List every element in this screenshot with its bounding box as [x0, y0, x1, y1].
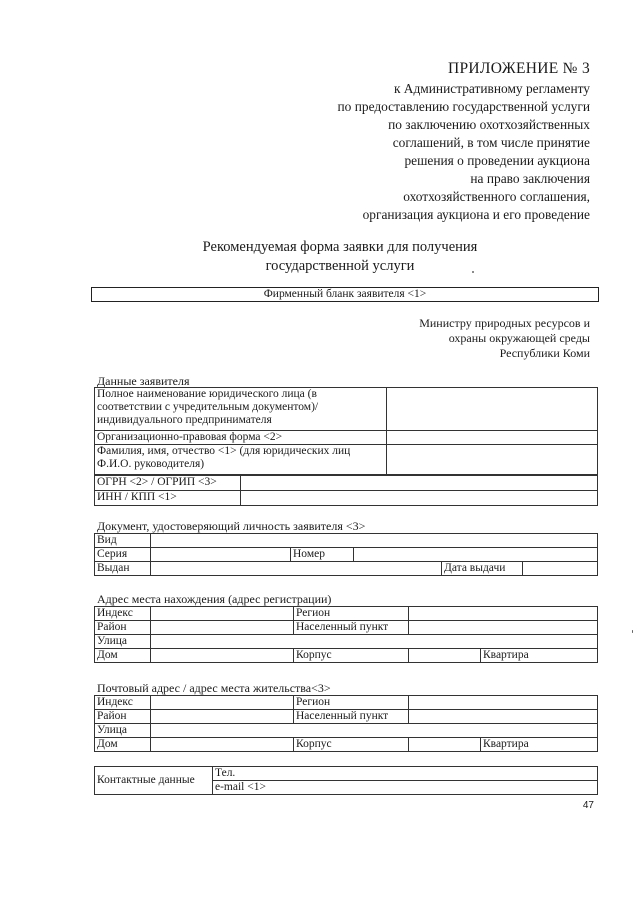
doc-issue-date-field[interactable]: [523, 562, 598, 576]
full-name-field[interactable]: [387, 388, 598, 431]
section-title-applicant: Данные заявителя: [97, 374, 190, 388]
ogrn-label: ОГРН <2> / ОГРИП <3>: [95, 476, 241, 491]
loc-index-field[interactable]: [151, 607, 294, 621]
post-index-field[interactable]: [151, 696, 294, 710]
doc-type-label: Вид: [95, 534, 151, 548]
legal-form-label: Организационно-правовая форма <2>: [95, 431, 387, 445]
addressee-line: Республики Коми: [499, 346, 590, 360]
addressee: [330, 316, 590, 361]
addressee-line: Министру природных ресурсов и: [419, 316, 590, 330]
post-apartment-label[interactable]: Квартира: [481, 738, 598, 752]
post-street-label: Улица: [95, 724, 151, 738]
doc-series-label: Серия: [95, 548, 151, 562]
inn-field[interactable]: [241, 491, 598, 506]
scan-speck: [472, 271, 474, 273]
postal-address-table: [94, 695, 598, 752]
appendix-line: соглашений, в том числе принятие: [392, 135, 590, 150]
contacts-table: [94, 766, 598, 795]
email-field[interactable]: e-mail <1>: [213, 781, 598, 795]
post-house-label: Дом: [95, 738, 151, 752]
doc-type-field[interactable]: [151, 534, 598, 548]
post-settlement-field[interactable]: [409, 710, 598, 724]
section-title-identity: Документ, удостоверяющий личность заявителя <3>: [97, 519, 366, 533]
section-title-location: Адрес места нахождения (адрес регистрации): [97, 592, 332, 606]
scan-speck: [632, 630, 633, 633]
fio-label: Фамилия, имя, отчество <1> (для юридических лиц Ф.И.О. руководителя): [95, 445, 387, 475]
location-address-table: [94, 606, 598, 663]
post-district-field[interactable]: [151, 710, 294, 724]
loc-house-label: Дом: [95, 649, 151, 663]
loc-index-label: Индекс: [95, 607, 151, 621]
phone-field[interactable]: Тел.: [213, 767, 598, 781]
form-title-line: Рекомендуемая форма заявки для получения: [202, 239, 478, 255]
doc-issued-field[interactable]: [151, 562, 442, 576]
appendix-line: организация аукциона и его проведение: [362, 207, 590, 222]
loc-building-field[interactable]: [409, 649, 481, 663]
post-building-label: Корпус: [294, 738, 409, 752]
loc-street-label: Улица: [95, 635, 151, 649]
inn-label: ИНН / КПП <1>: [95, 491, 241, 506]
post-index-label: Индекс: [95, 696, 151, 710]
appendix-line: на право заключения: [470, 171, 590, 186]
post-district-label: Район: [95, 710, 151, 724]
loc-street-field[interactable]: [151, 635, 598, 649]
loc-settlement-field[interactable]: [409, 621, 598, 635]
post-region-field[interactable]: [409, 696, 598, 710]
doc-series-field[interactable]: [151, 548, 291, 562]
post-settlement-label: Населенный пункт: [294, 710, 409, 724]
section-title-postal: Почтовый адрес / адрес места жительства<3>: [97, 681, 331, 695]
addressee-line: охраны окружающей среды: [448, 331, 590, 345]
loc-region-field[interactable]: [409, 607, 598, 621]
doc-number-label: Номер: [291, 548, 354, 562]
form-title-line: государственной услуги: [265, 258, 415, 274]
identity-table: [94, 533, 598, 576]
doc-issued-label: Выдан: [95, 562, 151, 576]
full-name-label: Полное наименование юридического лица (в соответствии с учредительным документом)/индивидуального предпринимателя: [95, 388, 387, 431]
ogrn-field[interactable]: [241, 476, 598, 491]
appendix-line: решения о проведении аукциона: [404, 153, 590, 168]
post-street-field[interactable]: [151, 724, 598, 738]
doc-number-field[interactable]: [354, 548, 598, 562]
loc-district-field[interactable]: [151, 621, 294, 635]
appendix-line: по предоставлению государственной услуги: [337, 99, 590, 114]
page-number: 47: [582, 800, 594, 811]
doc-issue-date-label: Дата выдачи: [442, 562, 523, 576]
appendix-line: к Административному регламенту: [393, 81, 590, 96]
applicant-ids-table: [94, 475, 598, 506]
post-house-field[interactable]: [151, 738, 294, 752]
loc-building-label: Корпус: [294, 649, 409, 663]
loc-settlement-label: Населенный пункт: [294, 621, 409, 635]
loc-apartment-label[interactable]: Квартира: [481, 649, 598, 663]
loc-region-label: Регион: [294, 607, 409, 621]
appendix-line: по заключению охотхозяйственных: [388, 117, 590, 132]
letterhead-box[interactable]: Фирменный бланк заявителя <1>: [91, 287, 599, 302]
loc-house-field[interactable]: [151, 649, 294, 663]
post-region-label: Регион: [294, 696, 409, 710]
post-building-field[interactable]: [409, 738, 481, 752]
legal-form-field[interactable]: [387, 431, 598, 445]
contacts-label: Контактные данные: [95, 767, 213, 795]
fio-field[interactable]: [387, 445, 598, 475]
loc-district-label: Район: [95, 621, 151, 635]
form-title: [140, 238, 540, 276]
appendix-header: [170, 60, 590, 224]
applicant-table: [94, 387, 598, 475]
appendix-heading: ПРИЛОЖЕНИЕ № 3: [447, 60, 590, 77]
appendix-line: охотхозяйственного соглашения,: [403, 189, 590, 204]
